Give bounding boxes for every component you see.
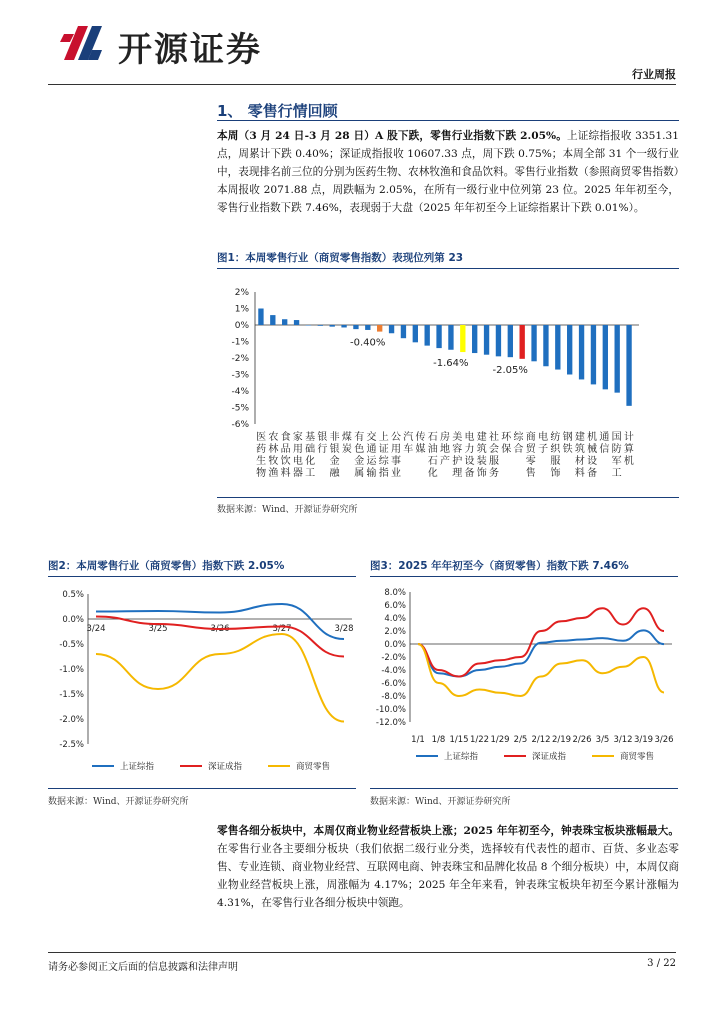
x-tick-label: 贸	[525, 444, 536, 455]
x-tick-label: 3/26	[210, 624, 230, 634]
legend-label: 商贸零售	[620, 752, 655, 762]
x-tick-label: 汽	[403, 432, 414, 443]
bar	[460, 325, 465, 352]
figure2-source: 数据来源：Wind、开源证券研究所	[48, 797, 189, 807]
x-tick-label: 物	[256, 468, 267, 479]
data-label: -1.64%	[433, 358, 469, 370]
legend-label: 深证成指	[208, 762, 243, 772]
bar	[306, 325, 311, 326]
x-tick-label: 2/12	[531, 735, 551, 745]
x-tick-label: 钢	[562, 432, 573, 443]
y-tick-label: -3%	[231, 370, 249, 381]
y-tick-label: 0.0%	[62, 615, 84, 625]
y-tick-label: 4.0%	[384, 614, 406, 624]
y-tick-label: -10.0%	[375, 705, 406, 715]
bar	[294, 320, 299, 325]
bar	[389, 325, 394, 333]
bar	[520, 325, 525, 359]
x-tick-label: 机	[587, 432, 598, 443]
footer-rule	[48, 952, 676, 953]
x-tick-label: 有	[354, 432, 365, 443]
x-tick-label: 农	[268, 432, 279, 443]
bar	[555, 325, 560, 370]
y-tick-label: -2.5%	[59, 740, 84, 750]
figure1-rule	[217, 268, 679, 269]
y-tick-label: -6.0%	[381, 679, 406, 689]
x-tick-label: 3/12	[613, 735, 633, 745]
bar	[353, 325, 358, 329]
figure3-line-chart	[370, 580, 678, 780]
y-tick-label: -4%	[231, 387, 249, 397]
x-tick-label: 林	[268, 444, 279, 455]
x-tick-label: 上	[378, 432, 389, 443]
figure2-rule	[48, 576, 356, 577]
y-tick-label: 2.0%	[384, 627, 406, 637]
x-tick-label: 纺	[550, 432, 561, 443]
x-tick-label: 建	[476, 432, 487, 443]
y-tick-label: 8.0%	[384, 588, 406, 598]
x-tick-label: 运	[366, 456, 377, 467]
bar	[496, 325, 501, 356]
y-tick-label: 2%	[234, 288, 249, 298]
section-underline	[217, 120, 679, 121]
x-tick-label: 筑	[574, 444, 585, 455]
bar	[448, 325, 453, 350]
x-tick-label: 融	[329, 468, 340, 479]
y-tick-label: -6%	[231, 420, 249, 430]
y-tick-label: 0.5%	[62, 590, 84, 600]
x-tick-label: 1/1	[411, 735, 425, 745]
bar	[282, 319, 287, 325]
x-tick-label: 理	[452, 468, 463, 479]
x-tick-label: 电	[292, 456, 303, 467]
x-tick-label: 金	[354, 456, 365, 467]
figure3-rule	[370, 576, 678, 577]
x-tick-label: 煤	[341, 432, 352, 443]
x-tick-label: 业	[390, 468, 401, 479]
figure3-title: 图3：2025 年年初至今（商贸零售）指数下跌 7.46%	[370, 560, 629, 572]
x-tick-label: 2/5	[513, 735, 528, 745]
brand-name: 开源证券	[118, 30, 262, 70]
figure1-title: 图1：本周零售行业（商贸零售指数）表现位列第 23	[217, 252, 464, 264]
legend-label: 商贸零售	[296, 762, 331, 772]
x-tick-label: 1/8	[431, 735, 446, 745]
x-tick-label: 电	[464, 432, 475, 443]
x-tick-label: 料	[574, 468, 585, 479]
figure1-bar-chart	[217, 282, 679, 492]
series-line	[96, 634, 344, 722]
x-tick-label: 信	[599, 444, 610, 455]
x-tick-label: 色	[354, 444, 365, 455]
summary-lead: 本周（3 月 24 日-3 月 28 日）A 股下跌，零售行业指数下跌 2.05%。	[217, 130, 568, 142]
x-tick-label: 服	[550, 456, 561, 467]
series-line	[96, 617, 344, 657]
x-tick-label: 通	[366, 444, 377, 455]
x-tick-label: 3/24	[86, 624, 106, 634]
x-tick-label: 用	[390, 444, 401, 455]
x-tick-label: 综	[513, 432, 524, 443]
x-tick-label: 药	[256, 444, 267, 455]
y-tick-label: 1%	[234, 304, 249, 315]
bar	[330, 325, 335, 327]
x-tick-label: 会	[489, 444, 500, 455]
x-tick-label: 银	[329, 444, 340, 455]
x-tick-label: 事	[390, 456, 401, 467]
x-tick-label: 备	[464, 468, 475, 479]
figure2-bottom-rule	[48, 788, 356, 789]
x-tick-label: 工	[305, 468, 316, 479]
x-tick-label: 器	[292, 468, 303, 479]
bar	[341, 325, 346, 327]
x-tick-label: 家	[292, 432, 303, 443]
segment-paragraph	[217, 822, 679, 912]
series-line	[418, 630, 664, 676]
x-tick-label: 3/27	[272, 624, 292, 634]
x-tick-label: 料	[280, 468, 291, 479]
x-tick-label: 银	[317, 432, 328, 443]
x-tick-label: 属	[354, 468, 365, 479]
x-tick-label: 防	[611, 444, 622, 455]
segment-lead: 零售各细分板块中，本周仅商业物业经营板块上涨；2025 年年初至今，钟表珠宝板块涨幅最大。	[217, 825, 679, 837]
x-tick-label: 饰	[550, 468, 561, 479]
x-tick-label: 食	[280, 432, 291, 443]
x-tick-label: 服	[489, 456, 500, 467]
x-tick-label: 石	[427, 456, 438, 467]
segment-body: 在零售行业各主要细分板块（我们依据二级行业分类，选择较有代表性的超市、百货、多业态零售、专业连锁、商业物业经营、互联网电商、钟表珠宝和品牌化妆品 8 个细分板块）中，本周仅商业物业经营板块上涨，周涨幅为 4.17%；2025 年全年来看，钟表珠宝板块年初至今累计涨幅为 4.31%，在零售行业各细分板块中领跑。	[217, 843, 679, 909]
header-rule	[48, 84, 676, 85]
y-tick-label: 0.0%	[384, 640, 406, 650]
x-tick-label: 传	[415, 432, 426, 443]
x-tick-label: 装	[476, 456, 487, 467]
x-tick-label: 行	[317, 444, 328, 455]
page-number: 3 / 22	[647, 958, 676, 969]
x-tick-label: 社	[489, 432, 500, 443]
y-tick-label: -4.0%	[381, 666, 406, 676]
x-tick-label: 医	[256, 432, 267, 443]
x-tick-label: 1/22	[469, 735, 490, 745]
y-tick-label: -1.0%	[59, 665, 84, 675]
bar	[436, 325, 441, 348]
x-tick-label: 地	[440, 444, 450, 455]
x-tick-label: 电	[538, 432, 549, 443]
bar	[258, 309, 263, 326]
y-tick-label: -12.0%	[375, 718, 406, 728]
data-label: -2.05%	[492, 364, 528, 376]
x-tick-label: 综	[378, 456, 389, 467]
bar	[579, 325, 584, 379]
y-tick-label: -0.5%	[59, 640, 84, 650]
x-tick-label: 品	[280, 444, 291, 455]
x-tick-label: 设	[464, 456, 475, 467]
bar	[543, 325, 548, 366]
x-tick-label: 产	[440, 456, 450, 467]
y-tick-label: -2.0%	[381, 653, 406, 663]
x-tick-label: 筑	[476, 444, 487, 455]
x-tick-label: 炭	[341, 444, 352, 455]
x-tick-label: 饰	[476, 468, 487, 479]
x-tick-label: 油	[427, 444, 438, 455]
bar	[318, 325, 323, 326]
figure1-bottom-rule	[217, 497, 679, 498]
section-title: 1、 零售行情回顾	[217, 102, 338, 120]
x-tick-label: 合	[513, 444, 524, 455]
bar	[425, 325, 430, 346]
y-tick-label: -5%	[231, 403, 249, 414]
bar	[626, 325, 631, 406]
x-tick-label: 通	[599, 432, 610, 443]
x-tick-label: 铁	[562, 444, 573, 455]
x-tick-label: 备	[587, 468, 598, 479]
x-tick-label: 3/5	[595, 735, 610, 745]
x-tick-label: 零	[525, 456, 536, 467]
y-tick-label: -1.5%	[59, 690, 84, 700]
y-tick-label: -8.0%	[381, 692, 406, 702]
bar	[567, 325, 572, 375]
summary-body: 上证综指报收 3351.31 点，周累计下跌 0.40%；深证成指报收 10607.33 点，周下跌 0.75%；本周全部 31 个一级行业中，表现排名前三位的分别为医药生物、农林牧渔和食品饮料。零售行业指数（参照商贸零售指数）本周报收 2071.88 点，周跌幅为 2.05%，在所有一级行业中位列第 23 位。2025 年年初至今，零售行业指数下跌 7.46%，表现弱于大盘（2025 年年初至今上证综指累计下跌 0.01%）。	[217, 130, 679, 214]
bar	[531, 325, 536, 361]
x-tick-label: 材	[574, 456, 585, 467]
x-tick-label: 指	[378, 468, 389, 479]
x-tick-label: 化	[427, 468, 438, 479]
x-tick-label: 子	[538, 444, 549, 455]
x-tick-label: 工	[611, 468, 622, 479]
x-tick-label: 非	[329, 432, 340, 443]
x-tick-label: 基	[305, 432, 316, 443]
bar	[603, 325, 608, 389]
x-tick-label: 护	[452, 456, 463, 467]
summary-paragraph	[217, 127, 679, 217]
footer-disclaimer: 请务必参阅正文后面的信息披露和法律声明	[48, 962, 238, 973]
legend-label: 深证成指	[532, 752, 567, 762]
x-tick-label: 建	[574, 432, 585, 443]
figure2-title: 图2：本周零售行业（商贸零售）指数下跌 2.05%	[48, 560, 285, 572]
y-tick-label: -1%	[231, 337, 249, 348]
series-line	[418, 644, 664, 696]
x-tick-label: 1/29	[490, 735, 510, 745]
x-tick-label: 力	[464, 444, 475, 455]
figure3-bottom-rule	[370, 788, 678, 789]
bar	[484, 325, 489, 355]
bar	[413, 325, 418, 342]
logo	[58, 20, 108, 66]
x-tick-label: 2/19	[551, 735, 572, 745]
x-tick-label: 1/15	[449, 735, 469, 745]
x-tick-label: 美	[452, 432, 463, 443]
y-tick-label: -2.0%	[59, 715, 84, 725]
x-tick-label: 证	[378, 444, 389, 455]
x-tick-label: 饮	[280, 456, 291, 467]
x-tick-label: 容	[452, 444, 463, 455]
bar	[615, 325, 620, 393]
x-tick-label: 3/25	[148, 624, 168, 634]
bar	[472, 325, 477, 353]
legend-label: 上证综指	[120, 762, 155, 772]
x-tick-label: 售	[525, 468, 536, 479]
x-tick-label: 商	[525, 432, 536, 443]
bar	[377, 325, 382, 332]
y-tick-label: 0%	[234, 321, 249, 331]
data-label: -0.40%	[349, 337, 386, 349]
figure1-source: 数据来源：Wind、开源证券研究所	[217, 505, 358, 515]
x-tick-label: 媒	[415, 444, 426, 455]
x-tick-label: 用	[292, 444, 303, 455]
x-tick-label: 军	[611, 456, 622, 467]
x-tick-label: 保	[501, 444, 512, 455]
bar	[591, 325, 596, 384]
bar	[401, 325, 406, 338]
x-tick-label: 交	[366, 432, 377, 443]
x-tick-label: 械	[587, 444, 598, 455]
figure2-line-chart	[48, 580, 356, 780]
bar	[508, 325, 513, 357]
y-tick-label: -2%	[231, 354, 249, 364]
x-tick-label: 输	[366, 468, 377, 479]
x-tick-label: 化	[305, 456, 316, 467]
x-tick-label: 国	[611, 432, 622, 443]
x-tick-label: 设	[587, 456, 598, 467]
x-tick-label: 公	[390, 432, 401, 443]
x-tick-label: 础	[305, 444, 316, 455]
brand-mark-icon	[58, 20, 108, 66]
x-tick-label: 3/28	[334, 624, 354, 634]
x-tick-label: 3/26	[654, 735, 674, 745]
y-tick-label: 6.0%	[384, 601, 406, 611]
x-tick-label: 车	[403, 444, 414, 455]
x-tick-label: 机	[623, 456, 634, 467]
x-tick-label: 务	[489, 468, 500, 479]
x-tick-label: 2/26	[572, 735, 592, 745]
bar	[270, 315, 275, 325]
x-tick-label: 环	[501, 432, 512, 443]
x-tick-label: 房	[440, 432, 450, 443]
x-tick-label: 计	[623, 432, 634, 443]
figure3-source: 数据来源：Wind、开源证券研究所	[370, 797, 511, 807]
x-tick-label: 织	[550, 444, 561, 455]
x-tick-label: 生	[256, 456, 267, 467]
x-tick-label: 渔	[268, 468, 279, 479]
legend-label: 上证综指	[444, 752, 479, 762]
x-tick-label: 3/19	[633, 735, 654, 745]
x-tick-label: 牧	[268, 456, 279, 467]
x-tick-label: 金	[329, 456, 340, 467]
bar	[365, 325, 370, 330]
x-tick-label: 石	[427, 432, 438, 443]
report-type: 行业周报	[632, 68, 676, 81]
x-tick-label: 算	[623, 444, 634, 455]
